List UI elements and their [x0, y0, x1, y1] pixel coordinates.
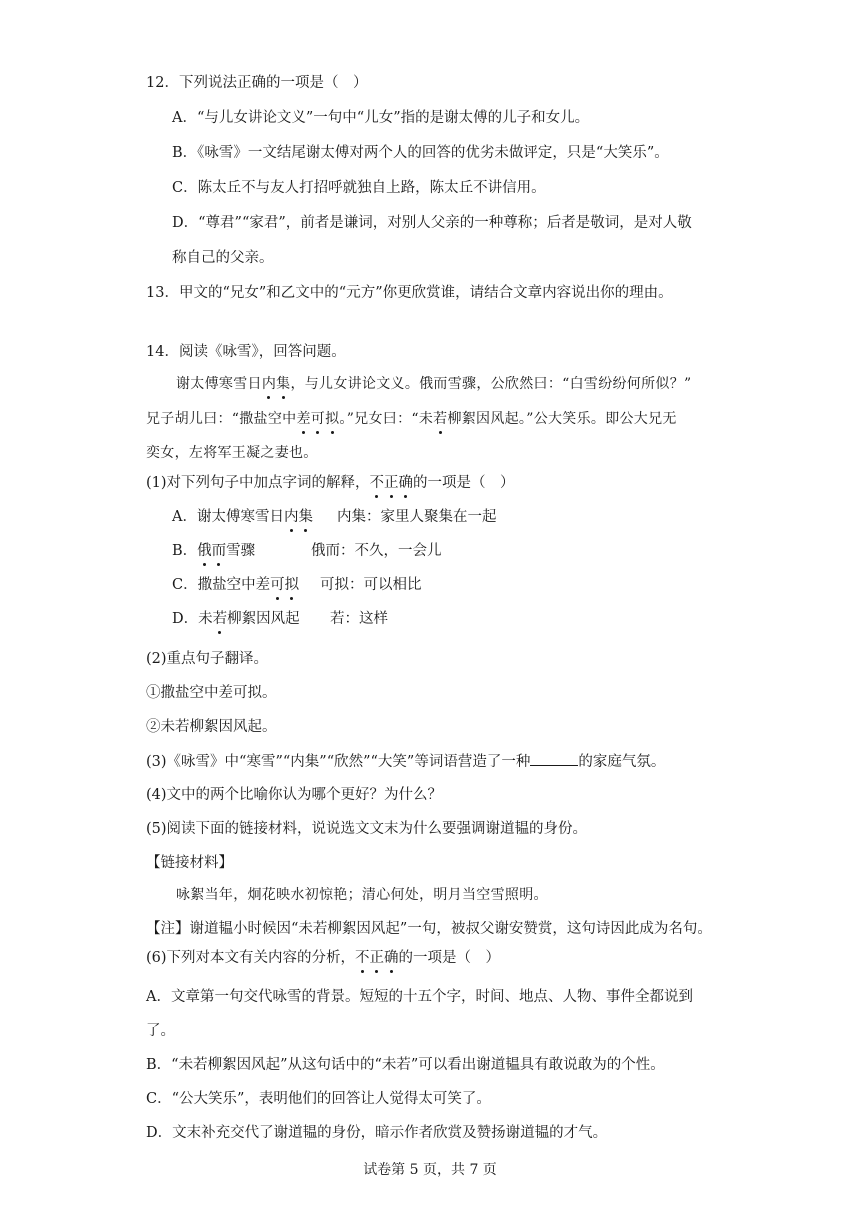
passage-line-1: [176, 374, 691, 394]
passage-text: 柳絮因风起。”公大笑乐。即公大兄无: [447, 411, 677, 427]
sub3-text: 的家庭气氛。: [578, 754, 666, 770]
sub1-option-c: [172, 575, 299, 595]
link-text: 咏絮当年，炯花映水初惊艳；清心何处，明月当空雪照明。: [176, 887, 548, 903]
dotted-char: 集: [276, 376, 291, 392]
dotted-char: 正: [384, 475, 399, 491]
q12-option-a: A．“与儿女讲论文义”一句中“儿女”指的是谢太傅的儿子和女儿。: [172, 110, 590, 126]
page-footer: 试卷第 5 页，共 7 页: [363, 1162, 497, 1178]
sub1-option-a: [172, 507, 313, 527]
dotted-char: 若: [433, 411, 448, 427]
sub6-option-b: B．“未若柳絮因风起”从这句话中的“未若”可以看出谢道韫具有敢说敢为的个性。: [146, 1057, 665, 1073]
dotted-char: 俄: [197, 543, 212, 559]
passage-line-2: [146, 409, 677, 429]
q12-stem: 12．下列说法正确的一项是（ ）: [146, 75, 368, 91]
passage-text: ，与儿女讲论文义。俄而雪骤，公欣然曰：“白雪纷纷何所似？”: [290, 376, 692, 392]
sub2-stem: (2)重点句子翻译。: [146, 651, 269, 667]
dotted-char: 拟: [325, 411, 340, 427]
sub1-stem-text: (1)对下列句子中加点字词的解释，: [146, 475, 370, 491]
option-text: A．谢太傅寒雪日: [172, 509, 284, 525]
sub1-option-b-gloss: 俄而：不久，一会儿: [311, 543, 442, 559]
dotted-char: 若: [212, 611, 228, 627]
sub6-option-c: C．“公大笑乐”，表明他们的回答让人觉得太可笑了。: [146, 1091, 491, 1107]
sub3-text: (3)《咏雪》中“寒雪”“内集”“欣然”“大笑”等词语营造了一种: [146, 754, 531, 770]
dotted-char: 确: [398, 475, 414, 491]
dotted-char: 差: [296, 411, 311, 427]
dotted-char: 正: [369, 950, 385, 966]
sub6-option-a: A．文章第一句交代咏雪的背景。短短的十五个字，时间、地点、人物、事件全都说到: [146, 989, 693, 1005]
q14-stem: 14．阅读《咏雪》，回答问题。: [146, 344, 346, 360]
sub1-stem-text: 的一项是（ ）: [413, 475, 515, 491]
q12-option-d: D．“尊君”“家君”，前者是谦词，对别人父亲的一种尊称；后者是敬词，是对人敬: [172, 215, 692, 231]
sub1-option-d: [172, 609, 300, 629]
q13-stem: 13．甲文的“兄女”和乙文中的“元方”你更欣赏谁，请结合文章内容说出你的理由。: [146, 285, 673, 301]
sub2-item-2: ②未若柳絮因风起。: [146, 719, 277, 735]
q12-option-c: C．陈太丘不与友人打招呼就独自上路，陈太丘不讲信用。: [172, 180, 546, 196]
passage-text: 谢太傅寒雪日: [176, 376, 262, 392]
sub1-option-d-gloss: 若：这样: [330, 611, 388, 627]
q12-option-b: B．《咏雪》一文结尾谢太傅对两个人的回答的优劣未做评定，只是“大笑乐”。: [172, 145, 669, 161]
sub2-item-1: ①撒盐空中差可拟。: [146, 685, 277, 701]
sub6-option-a-cont: 了。: [146, 1023, 175, 1039]
q12-option-d-cont: 称自己的父亲。: [172, 250, 274, 266]
dotted-char: 可: [310, 411, 326, 427]
option-text: D．未: [172, 611, 213, 627]
sub1-stem: [146, 473, 515, 493]
sub5-stem: (5)阅读下面的链接材料，说说选文文末为什么要强调谢道韫的身份。: [146, 821, 588, 837]
dotted-char: 内: [283, 509, 299, 525]
dotted-char: 而: [211, 543, 227, 559]
sub4-stem: (4)文中的两个比喻你认为哪个更好？为什么？: [146, 787, 443, 803]
passage-text: 。”兄女曰：“未: [339, 411, 434, 427]
dotted-char: 拟: [284, 577, 300, 593]
dotted-char: 确: [384, 950, 399, 966]
sub6-stem-text: (6)下列对本文有关内容的分析，: [146, 950, 356, 966]
dotted-char: 不: [369, 475, 385, 491]
link-title: 【链接材料】: [146, 855, 233, 871]
sub1-option-b: [172, 541, 255, 561]
dotted-char: 可: [270, 577, 285, 593]
note-text: 【注】谢道韫小时候因“未若柳絮因风起”一句，被叔父谢安赞赏，这句诗因此成为名句。: [146, 921, 712, 937]
answer-blank[interactable]: [530, 751, 578, 766]
option-text: C．撒盐空中差: [172, 577, 271, 593]
sub1-option-c-gloss: 可拟：可以相比: [320, 577, 422, 593]
sub6-stem: [146, 948, 500, 968]
sub1-option-a-gloss: 内集：家里人聚集在一起: [337, 509, 497, 525]
option-text: 雪骤: [226, 543, 256, 559]
passage-line-3: 奕女，左将军王凝之妻也。: [146, 445, 318, 461]
sub6-option-d: D．文末补充交代了谢道韫的身份，暗示作者欣赏及赞扬谢道韫的才气。: [146, 1125, 608, 1141]
dotted-char: 不: [355, 950, 370, 966]
sub6-stem-text: 的一项是（ ）: [398, 950, 501, 966]
dotted-char: 内: [261, 376, 277, 392]
passage-text: 兄子胡儿曰：“撒盐空中: [146, 411, 297, 427]
dotted-char: 集: [298, 509, 313, 525]
option-text: 柳絮因风起: [227, 611, 300, 627]
sub3-stem: [146, 751, 665, 772]
option-text: B．: [172, 543, 198, 559]
